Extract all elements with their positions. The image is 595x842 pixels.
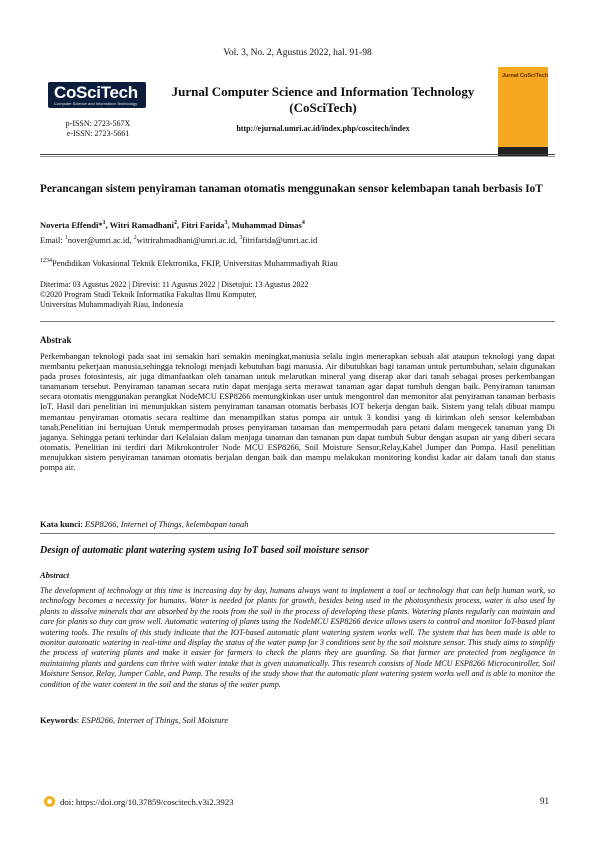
abstract-heading: Abstract [40, 570, 70, 580]
kata-kunci: Kata kunci: ESP8266, Internet of Things, kelembapan tanah [40, 519, 249, 529]
author-name: Muhammad Dimas [231, 220, 302, 230]
copyright-line1: ©2020 Program Studi Teknik Informatika Fakultas Ilmu Komputer, [40, 290, 257, 299]
volume-line: Vol. 3, No. 2, Agustus 2022, hal. 91-98 [223, 48, 372, 58]
cover-title: Jurnal CoSciTech [502, 73, 548, 79]
author-name: Noverta Effendi* [40, 220, 103, 230]
author-list: Noverta Effendi*$^1$, Witri Ramadhani$^2$, Fitri Farida$^3$, Muhammad Dimas$^4$ [40, 220, 305, 230]
author-sup: 2 [173, 220, 177, 227]
author-name: Fitri Farida [181, 220, 225, 230]
affiliation [40, 258, 338, 268]
author-sup: 4 [301, 220, 305, 227]
issn-print: p-ISSN: 2723-567X [65, 119, 131, 128]
keywords-divider [40, 533, 555, 534]
journal-logo [48, 82, 146, 108]
kata-kunci-values: ESP8266, Internet of Things, kelembapan tanah [84, 519, 249, 529]
email-label: Email: [40, 235, 63, 245]
doi-link[interactable]: doi: https://doi.org/10.37859/coscitech.v3i2.3923 [60, 796, 234, 807]
journal-title-line1: Jurnal Computer Science and Information Technology [171, 84, 475, 99]
journal-title [158, 84, 488, 116]
logo-subtitle: Computer Science and Information Technology [54, 101, 138, 106]
email-line: Email: $^1$nover@umri.ac.id, $^2$witrirahmadhani@umri.ac.id, $^3$fitrifarida@umri.ac.id [40, 235, 318, 245]
journal-cover-image [498, 67, 548, 157]
keywords-label: Keywords [40, 715, 77, 725]
dates-line: Diterima: 03 Agustus 2022 | Direvisi: 11 Agustus 2022 | Disetujui: 13 Agustus 2022 [40, 280, 309, 289]
english-title: Design of automatic plant watering system using IoT based soil moisture sensor [40, 545, 369, 556]
email-sup: 3 [239, 235, 243, 242]
journal-url[interactable]: http://ejurnal.umri.ac.id/index.php/coscitech/index [236, 124, 410, 133]
author-sup: 3 [224, 220, 228, 227]
doi-icon [44, 796, 55, 807]
abstract-divider [40, 321, 555, 322]
header-divider-thin [40, 156, 555, 157]
email-link[interactable]: nover@umri.ac.id [67, 235, 130, 245]
page-number: 91 [540, 796, 549, 806]
article-dates [40, 280, 308, 310]
author-name: Witri Ramadhani [109, 220, 174, 230]
copyright-line2: Universitas Muhammadiyah Riau, Indonesia [40, 300, 184, 309]
article-title: Perancangan sistem penyiraman tanaman otomatis menggunakan sensor kelembapan tanah berbasis IoT [40, 183, 543, 195]
affiliation-sup: 1234 [40, 258, 52, 265]
keywords: Keywords: ESP8266, Internet of Things, Soil Moisture [40, 715, 229, 725]
kata-kunci-label: Kata kunci [40, 519, 81, 529]
header-divider [40, 154, 555, 155]
journal-title-line2: (CoSciTech) [289, 100, 357, 115]
email-link[interactable]: fitrifarida@umri.ac.id [242, 235, 318, 245]
doi-line [44, 796, 234, 807]
email-sup: 2 [133, 235, 137, 242]
keywords-values: ESP8266, Internet of Things, Soil Moisture [81, 715, 229, 725]
author-sup: 1 [102, 220, 106, 227]
issn-block [58, 119, 138, 139]
affiliation-text: Pendidikan Vokasional Teknik Elektronika, FKIP, Universitas Muhammadiyah Riau [52, 258, 338, 268]
email-link[interactable]: witrirahmadhani@umri.ac.id [136, 235, 236, 245]
abstrak-heading: Abstrak [40, 335, 72, 345]
abstract-text: The development of technology at this time is increasing day by day, humans always want to implement a tool or technology that can help human work, so technology becomes a necessity for humans. Water is needed for plants for growth, besides being used in the photosynthesis process, water is also used by plants to dissolve minerals that are absorbed by the roots from the soil in the process of developing these plants. Watering plants regularly can maintain and care for plants so they can grow well. Automatic watering of plants using the NodeMCU ESP8266 device allows users to control and monitor IoT-based plant watering tools. The results of this study indicate that the IOT-based automatic plant watering system works well. The system that has been made is able to monitor automatic watering in real-time and display the status of the water pump for 3 conditions sent by the soil moisture sensor. This study aims to simplify the process of watering plants and make it easier for farmers to check the plants they are guarding. So that farmer are protected from negligence in maintaining plants and gardens can thrive with water intake that is given automatically. This research consists of Node MCU ESP8266 Microcontroller, Soil Moisture Sensor, Relay, Jumper Cable, and Pump. The results of the study show that the automatic plant watering system works well and is able to monitor the condition of the water content in the soil and the status of the water pump. [40, 586, 555, 689]
abstrak-text: Perkembangan teknologi pada saat ini semakin hari semakin meningkat,manusia selalu ingin menerapkan sebuah alat ataupun teknologi yang dapat membantu pekerjaan manusia,sehingga teknologi menjadi kebutuhan bagi manusia. Air dibutuhkan bagi tanaman untuk pertumbuhan, selain digunakan pada proses fotosintesis, air juga dimanfaatkan oleh tanaman untuk melarutkan mineral yang diserap akar dari tanah sebagai proses perkembangan tanamanam tersebut. Penyiraman tanaman secara rutin dapat menjaga serta merawat tanaman agar dapat tumbuh dengan baik. Penyiraman tanaman secara otomatis menggunakan perangkat NodeMCU ESP8266 memungkinkan user untuk mengontrol dan memonitor alat penyiraman tanaman berbasis IoT. Hasil dari penelitian ini menunjukkan sistem penyiraman tanaman otomatis berbasis IOT bekerja dengan baik. Sistem yang telah dibuat mampu memantau penyiraman otomatis secara realtime dan menampilkan status pompa air untuk 3 kondisi yang di kirimkan oleh sensor kelembaban tanah.Penelitian ini bertujuan Untuk mempermudah proses penyiraman tanaman dan mempermudah para petani dalam mengecek tanaman yang Di jaganya. Sehingga petani terhindar dari Kelalaian dalam menjaga tanaman dan tamanan pun dapat tumbuh Subur dengan asupan air yang diberi secara otomatis. Penelitian ini terdiri dari Mikrokontroler Node MCU ESP8266, Soil Moisture Sensor,Relay,Kabel Jumper dan Pompa. Hasil penelitian menujukkan sistem penyiraman tanaman otomatis berjalan dengan baik dan mampu melakukan monitoring kondisi kadar air dalam tanah dan status pompa air. [40, 352, 555, 473]
issn-online: e-ISSN: 2723-5661 [66, 129, 130, 138]
logo-text: CoSciTech [54, 83, 138, 102]
email-sup: 1 [64, 235, 68, 242]
